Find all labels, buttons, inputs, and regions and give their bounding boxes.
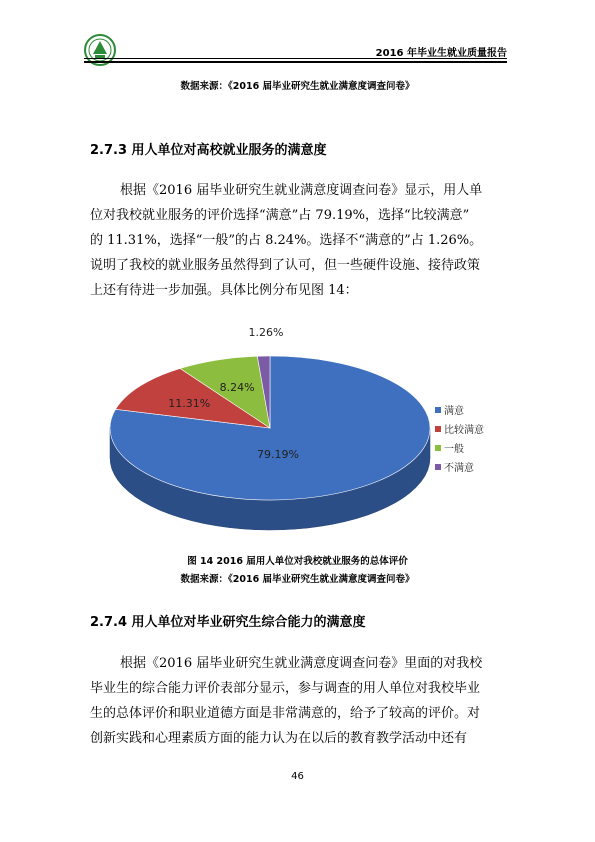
section-heading: 2.7.4 用人单位对毕业研究生综合能力的满意度 (90, 615, 366, 630)
legend-swatch (435, 407, 441, 413)
header-title: 2016 年毕业生就业质量报告 (375, 48, 507, 59)
paragraph-line: 根据《2016 届毕业研究生就业满意度调查问卷》显示，用人单 (120, 183, 483, 198)
legend-label: 一般 (444, 444, 464, 455)
paragraph-line: 的 11.31%，选择“一般”的占 8.24%。选择不“满意的”占 1.26%。 (90, 233, 483, 248)
legend-swatch (435, 464, 441, 470)
section-paragraph (90, 651, 510, 751)
legend-label: 满意 (444, 406, 464, 417)
pie-chart (90, 326, 510, 546)
paragraph-line: 根据《2016 届毕业研究生就业满意度调查问卷》里面的对我校 (120, 656, 483, 671)
header-divider (84, 58, 507, 59)
header-divider-thick (84, 61, 507, 63)
data-source-note: 数据来源：《2016 届毕业研究生就业满意度调查问卷》 (180, 574, 415, 585)
pie-data-label: 8.24% (219, 381, 255, 395)
figure-caption: 图 14 2016 届用人单位对我校就业服务的总体评价 (187, 556, 408, 567)
paragraph-line: 位对我校就业服务的评价选择“满意”占 79.19%，选择“比较满意” (90, 208, 470, 223)
pie-data-label: 11.31% (168, 396, 211, 410)
section-paragraph (90, 178, 510, 303)
paragraph-line: 上还有待进一步加强。具体比例分布见图 14： (90, 283, 358, 298)
data-source-note: 数据来源：《2016 届毕业研究生就业满意度调查问卷》 (180, 81, 415, 92)
legend-swatch (435, 426, 441, 432)
page-number: 46 (291, 771, 304, 782)
legend-label: 比较满意 (444, 425, 484, 436)
legend-swatch (435, 445, 441, 451)
legend-label: 不满意 (444, 463, 474, 474)
section-heading: 2.7.3 用人单位对高校就业服务的满意度 (90, 143, 327, 158)
paragraph-line: 生的总体评价和职业道德方面是非常满意的，给予了较高的评价。对 (90, 706, 481, 721)
paragraph-line: 说明了我校的就业服务虽然得到了认可，但一些硬件设施、接待政策 (90, 258, 481, 273)
paragraph-line: 毕业生的综合能力评价表部分显示，参与调查的用人单位对我校毕业 (90, 681, 481, 696)
paragraph-line: 创新实践和心理素质方面的能力认为在以后的教育教学活动中还有 (90, 731, 468, 746)
pie-data-label: 79.19% (257, 448, 299, 461)
pie-data-label: 1.26% (248, 326, 284, 340)
